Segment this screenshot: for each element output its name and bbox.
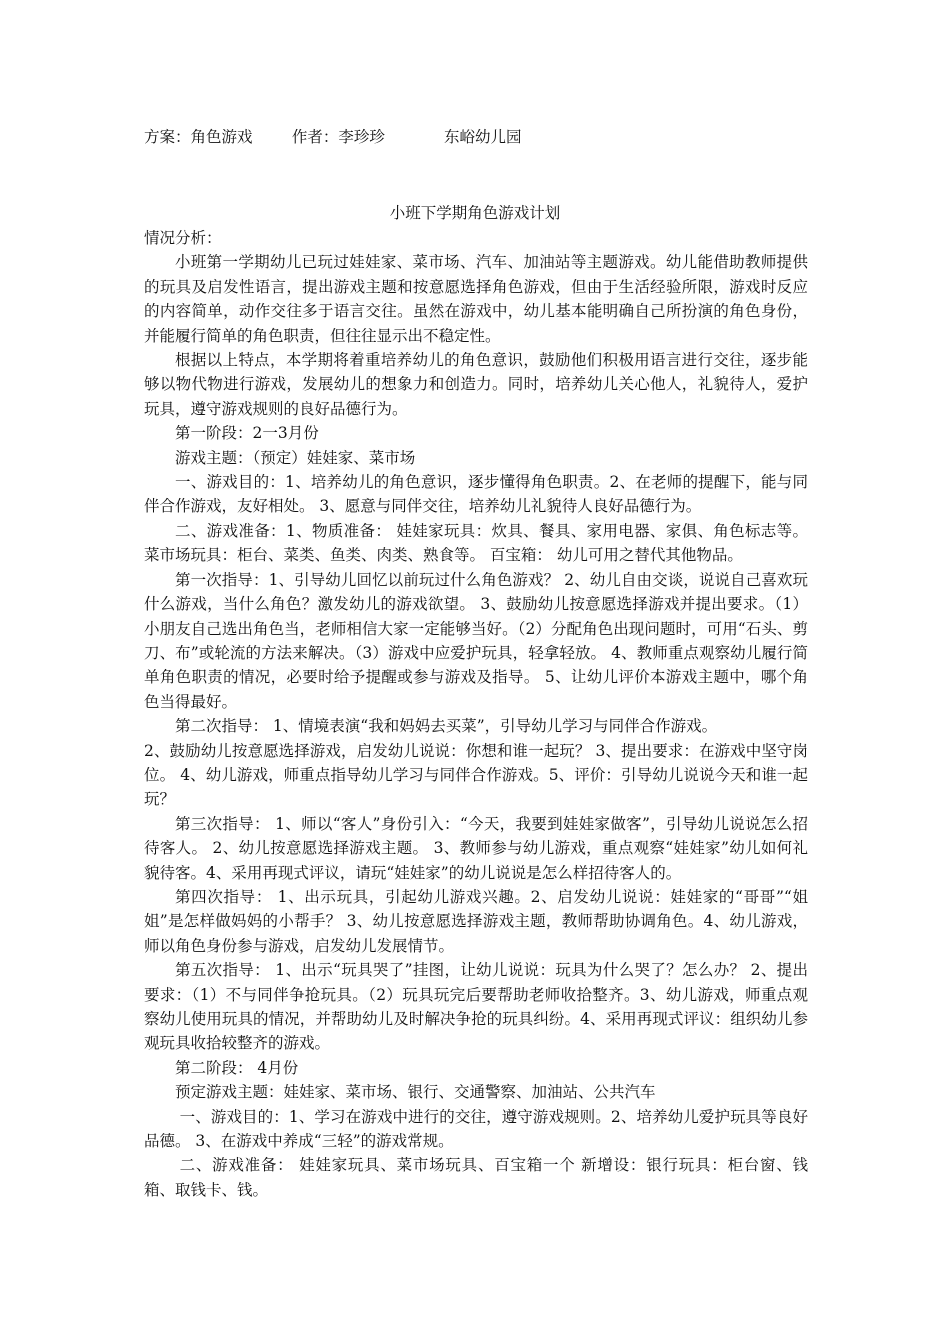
paragraph: 第二次指导： 1、情境表演“我和妈妈去买菜”，引导幼儿学习与同伴合作游戏。 — [175, 717, 718, 736]
paragraph: 二、游戏准备：1、物质准备： 娃娃家玩具：炊具、餐具、家用电器、家俱、角色标志等。菜市场玩具：柜台、菜类、鱼类、肉类、熟食等。 百宝箱： 幼儿可用之替代其他物品。 — [144, 521, 808, 565]
paragraph: 第五次指导： 1、出示“玩具哭了”挂图，让幼儿说说：玩具为什么哭了？怎么办？ 2、提出要求：（1）不与同伴争抢玩具。（2）玩具玩完后要帮助老师收拾整齐。3、幼儿游戏，师重点观察幼儿使用玩具的情况，并帮助幼儿及时解决争抢的玩具纠纷。4、采用再现式评议：组织幼儿参观玩具收拾较整齐的游戏。 — [144, 961, 808, 1053]
stage-heading: 第二阶段： 4月份 — [175, 1058, 299, 1077]
paragraph: 第一次指导：1、引导幼儿回忆以前玩过什么角色游戏？ 2、幼儿自由交谈，说说自己喜欢玩什么游戏，当什么角色？激发幼儿的游戏欲望。 3、鼓励幼儿按意愿选择游戏并提出要求。（1）小朋友自己选出角色当，老师相信大家一定能够当好。（2）分配角色出现问题时，可用“石头、剪刀、布”或轮流的方法来解决。（3）游戏中应爱护玩具，轻拿轻放。 4、教师重点观察幼儿履行简单角色职责的情况，必要时给予提醒或参与游戏及指导。 5、让幼儿评价本游戏主题中，哪个角色当得最好。 — [144, 570, 808, 711]
section-heading: 情况分析： — [144, 229, 222, 247]
paragraph: 根据以上特点，本学期将着重培养幼儿的角色意识，鼓励他们积极用语言进行交往，逐步能够以物代物进行游戏，发展幼儿的想象力和创造力。同时，培养幼儿关心他人，礼貌待人，爱护玩具，遵守游戏规则的良好品德行为。 — [144, 351, 808, 418]
paragraph: 一、游戏目的：1、学习在游戏中进行的交往，遵守游戏规则。2、培养幼儿爱护玩具等良好品德。 3、在游戏中养成“三轻”的游戏常规。 — [144, 1107, 808, 1151]
stage-heading: 第一阶段：2一3月份 — [175, 424, 319, 443]
paragraph: 一、游戏目的：1、培养幼儿的角色意识，逐步懂得角色职责。2、在老师的提醒下，能与同伴合作游戏，友好相处。 3、愿意与同伴交往，培养幼儿礼貌待人良好品德行为。 — [144, 473, 808, 516]
paragraph: 第三次指导： 1、师以“客人”身份引入：“今天，我要到娃娃家做客”，引导幼儿说说怎么招待客人。 2、幼儿按意愿选择游戏主题。 3、教师参与幼儿游戏，重点观察“娃娃家”幼儿如何礼貌待客。4、采用再现式评议，请玩“娃娃家”的幼儿说说是怎么样招待客人的。 — [144, 814, 808, 882]
paragraph: 小班第一学期幼儿已玩过娃娃家、菜市场、汽车、加油站等主题游戏。幼儿能借助教师提供的玩具及启发性语言，提出游戏主题和按意愿选择角色游戏，但由于生活经验所限，游戏时反应的内容简单，动作交往多于语言交往。虽然在游戏中，幼儿基本能明确自己所扮演的角色身份，并能履行简单的角色职责，但往往显示出不稳定性。 — [144, 253, 808, 345]
paragraph: 二、游戏准备： 娃娃家玩具、菜市场玩具、百宝箱一个 新增设：银行玩具：柜台窗、钱箱、取钱卡、钱。 — [144, 1156, 808, 1199]
paragraph: 预定游戏主题：娃娃家、菜市场、银行、交通警察、加油站、公共汽车 — [175, 1083, 656, 1102]
document-title: 小班下学期角色游戏计划 — [389, 204, 561, 222]
document-header: 方案：角色游戏 作者：李珍珍 东峪幼儿园 — [144, 128, 522, 146]
document-body — [144, 226, 808, 1202]
paragraph: 第四次指导： 1、出示玩具，引起幼儿游戏兴趣。2、启发幼儿说说：娃娃家的“哥哥”“姐姐”是怎样做妈妈的小帮手？ 3、幼儿按意愿选择游戏主题，教师帮助协调角色。4、幼儿游戏，师以角色身份参与游戏，启发幼儿发展情节。 — [144, 887, 808, 955]
paragraph: 游戏主题：（预定）娃娃家、菜市场 — [175, 448, 416, 467]
paragraph: 2、鼓励幼儿按意愿选择游戏，启发幼儿说说：你想和谁一起玩？ 3、提出要求：在游戏中坚守岗位。 4、幼儿游戏，师重点指导幼儿学习与同伴合作游戏。5、评价：引导幼儿说说今天和谁一起玩？ — [144, 741, 808, 809]
